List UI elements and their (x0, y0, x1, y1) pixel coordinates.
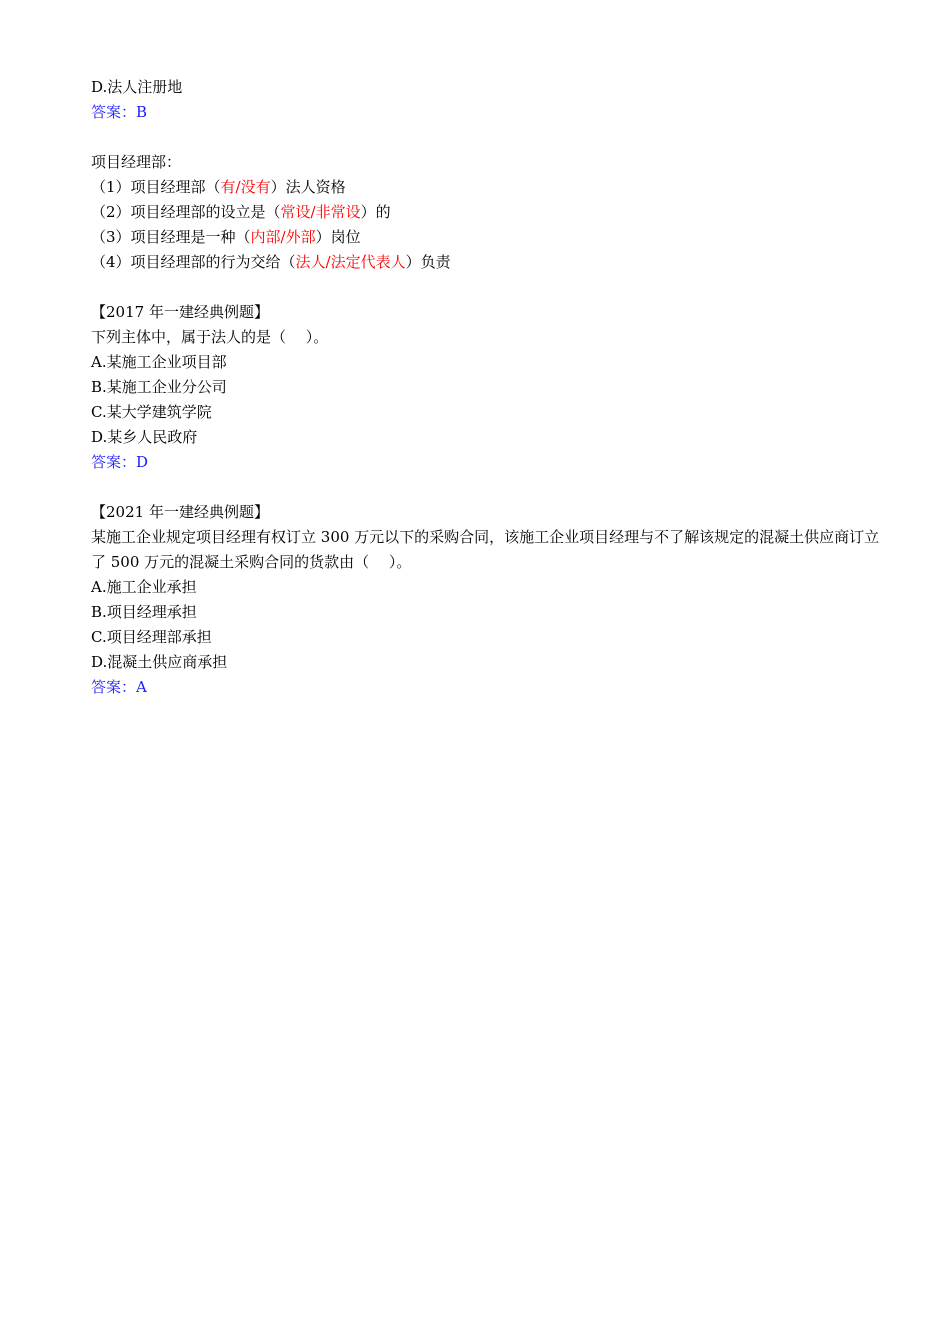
item-highlight: 常设/非常设 (280, 203, 361, 221)
q2021-option-c: C.项目经理部承担 (91, 628, 212, 646)
item-text: ）负责 (405, 253, 451, 271)
q2017-option-d: D.某乡人民政府 (91, 428, 198, 446)
item-text: ）法人资格 (270, 178, 346, 196)
spacer (91, 125, 891, 150)
xmjlb-item-3 (91, 225, 891, 250)
item-text: （1）项目经理部（ (91, 178, 221, 196)
q2017-header: 【2017 年一建经典例题】 (91, 303, 269, 321)
q2017-option-b: B.某施工企业分公司 (91, 378, 227, 396)
q2021-question: 某施工企业规定项目经理有权订立 300 万元以下的采购合同，该施工企业项目经理与不了解该规定的混凝土供应商订立了 500 万元的混凝土采购合同的货款由（ ）。 (91, 528, 880, 571)
document-content (91, 75, 891, 700)
item-text: （2）项目经理部的设立是（ (91, 203, 281, 221)
xmjlb-item-1 (91, 175, 891, 200)
item-text: ）的 (360, 203, 391, 221)
q2017-question: 下列主体中，属于法人的是（ ）。 (91, 328, 329, 346)
q2017-option-a: A.某施工企业项目部 (91, 353, 227, 371)
q2021-answer: 答案：A (91, 678, 147, 696)
q2017-option-c: C.某大学建筑学院 (91, 403, 212, 421)
spacer (91, 475, 891, 500)
q2021-header: 【2021 年一建经典例题】 (91, 503, 269, 521)
q2021-option-d: D.混凝土供应商承担 (91, 653, 228, 671)
q2021-option-b: B.项目经理承担 (91, 603, 197, 621)
xmjlb-item-4 (91, 250, 891, 275)
xmjlb-item-2 (91, 200, 891, 225)
q2021-option-a: A.施工企业承担 (91, 578, 197, 596)
item-highlight: 内部/外部 (250, 228, 316, 246)
spacer (91, 275, 891, 300)
prev-option-d: D.法人注册地 (91, 78, 183, 96)
q2017-answer: 答案：D (91, 453, 149, 471)
item-text: （3）项目经理是一种（ (91, 228, 251, 246)
xmjlb-title: 项目经理部： (91, 153, 182, 171)
item-highlight: 法人/法定代表人 (295, 253, 406, 271)
item-text: （4）项目经理部的行为交给（ (91, 253, 296, 271)
item-highlight: 有/没有 (220, 178, 271, 196)
item-text: ）岗位 (315, 228, 361, 246)
prev-answer: 答案：B (91, 103, 148, 121)
